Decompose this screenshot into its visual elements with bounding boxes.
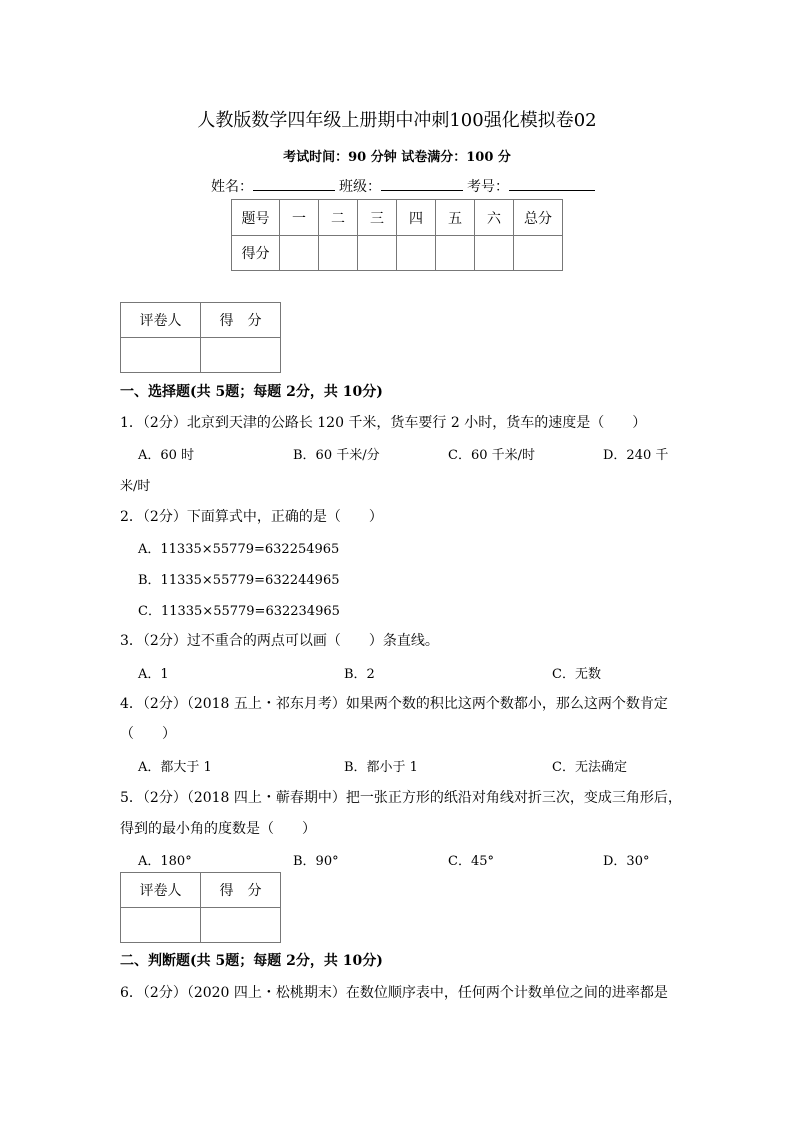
q5-option-a[interactable]: A．180° (138, 854, 192, 869)
score-header-cell: 一 (280, 200, 319, 236)
question-4-text-continued: （ ） (120, 726, 176, 742)
score-header-cell: 总分 (514, 200, 563, 236)
grader-score-cell[interactable] (201, 338, 281, 373)
score-table-score-row (232, 236, 563, 271)
q2-option-a[interactable]: A．11335×55779=632254965 (138, 542, 340, 557)
question-5-text: 5．（2分）（2018 四上・蕲春期中）把一张正方形的纸沿对角线对折三次，变成三角形后， (120, 790, 682, 806)
score-header-cell: 四 (397, 200, 436, 236)
q2-option-c[interactable]: C．11335×55779=632234965 (138, 604, 340, 619)
question-6-text: 6．（2分）（2020 四上・松桃期末）在数位顺序表中，任何两个计数单位之间的进率都是 (120, 985, 668, 1001)
score-header-cell: 二 (319, 200, 358, 236)
q4-option-b[interactable]: B．都小于 1 (344, 760, 418, 775)
exam-title: 人教版数学四年级上册期中冲刺100强化模拟卷02 (197, 110, 597, 131)
score-table (231, 199, 563, 271)
class-label: 班级： (339, 179, 381, 195)
score-label: 得 分 (201, 303, 281, 338)
score-cell[interactable] (436, 236, 475, 271)
score-header-cell: 五 (436, 200, 475, 236)
score-cell[interactable] (397, 236, 436, 271)
question-2-text: 2．（2分）下面算式中，正确的是（ ） (120, 509, 383, 525)
name-label: 姓名： (211, 179, 253, 195)
q1-option-a[interactable]: A．60 时 (138, 448, 195, 463)
q4-option-c[interactable]: C．无法确定 (552, 760, 627, 775)
score-header-cell: 三 (358, 200, 397, 236)
question-5-text-continued: 得到的最小角的度数是（ ） (120, 821, 316, 837)
q3-option-a[interactable]: A．1 (138, 667, 169, 682)
question-1-text: 1．（2分）北京到天津的公路长 120 千米，货车要行 2 小时，货车的速度是（ ） (120, 415, 647, 431)
q2-option-b[interactable]: B．11335×55779=632244965 (138, 573, 340, 588)
q3-option-c[interactable]: C．无数 (552, 667, 601, 682)
exam-no-blank[interactable] (509, 176, 595, 191)
q3-option-b[interactable]: B．2 (344, 667, 375, 682)
student-info-line (211, 176, 595, 196)
q1-option-d[interactable]: D．240 千 (603, 448, 669, 463)
q1-option-b[interactable]: B．60 千米/分 (293, 448, 380, 463)
q4-option-a[interactable]: A．都大于 1 (138, 760, 212, 775)
score-table-header-row (232, 200, 563, 236)
section-1-heading: 一、选择题(共 5题；每题 2分，共 10分) (120, 384, 383, 400)
q5-option-b[interactable]: B．90° (293, 854, 339, 869)
score-cell[interactable] (514, 236, 563, 271)
class-blank[interactable] (381, 176, 463, 191)
question-3-text: 3．（2分）过不重合的两点可以画（ ）条直线。 (120, 633, 439, 649)
q1-option-d-continued: 米/时 (120, 479, 151, 494)
score-row-label: 得分 (232, 236, 280, 271)
section-2-heading: 二、判断题(共 5题；每题 2分，共 10分) (120, 953, 383, 969)
question-4-text: 4．（2分）（2018 五上・祁东月考）如果两个数的积比这两个数都小，那么这两个数肯定 (120, 696, 668, 712)
score-cell[interactable] (475, 236, 514, 271)
grader-label: 评卷人 (121, 303, 201, 338)
grader-box (120, 302, 281, 373)
score-header-cell: 题号 (232, 200, 280, 236)
score-label: 得 分 (201, 873, 281, 908)
q5-option-d[interactable]: D．30° (603, 854, 650, 869)
score-cell[interactable] (280, 236, 319, 271)
name-blank[interactable] (253, 176, 335, 191)
grader-cell[interactable] (121, 908, 201, 943)
q1-option-c[interactable]: C．60 千米/时 (448, 448, 536, 463)
score-header-cell: 六 (475, 200, 514, 236)
q5-option-c[interactable]: C．45° (448, 854, 494, 869)
score-cell[interactable] (358, 236, 397, 271)
grader-label: 评卷人 (121, 873, 201, 908)
grader-score-cell[interactable] (201, 908, 281, 943)
exam-subtitle: 考试时间：90 分钟 试卷满分：100 分 (283, 150, 511, 165)
grader-cell[interactable] (121, 338, 201, 373)
score-cell[interactable] (319, 236, 358, 271)
exam-no-label: 考号： (467, 179, 509, 195)
grader-box (120, 872, 281, 943)
